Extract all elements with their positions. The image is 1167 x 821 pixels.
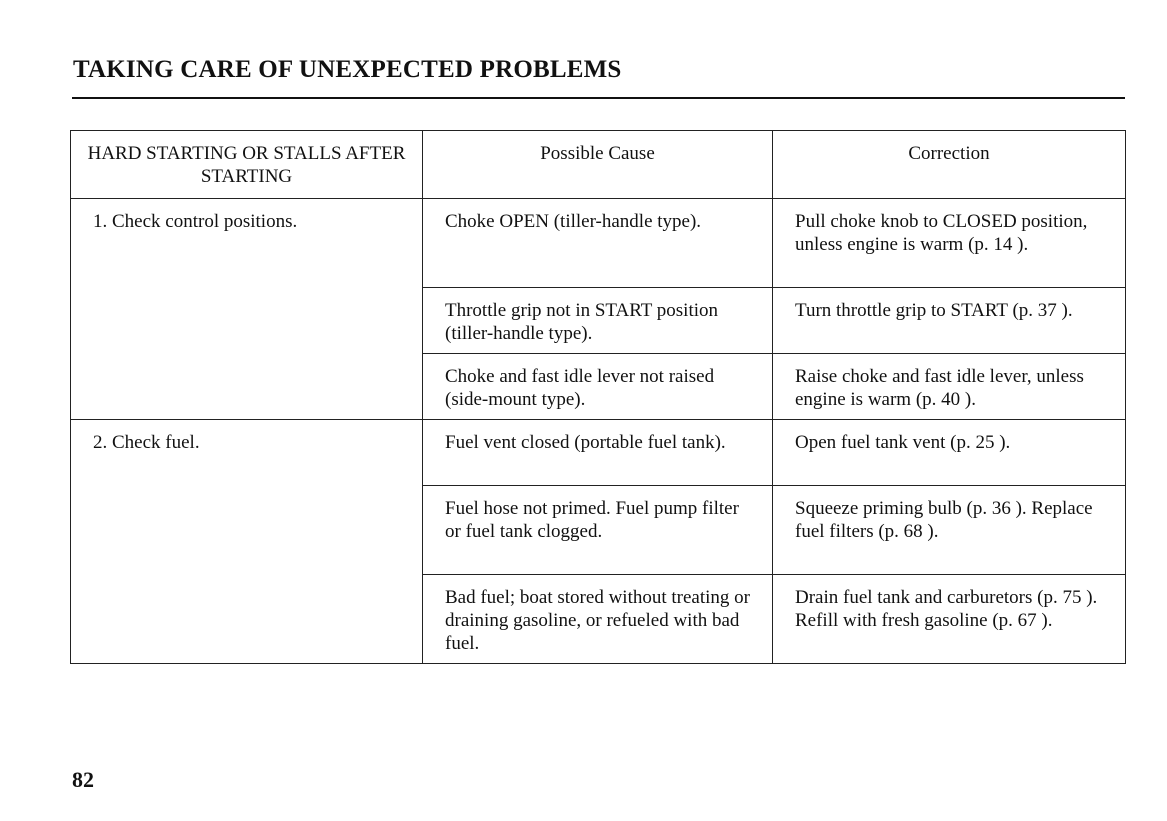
troubleshooting-table [70,130,1126,664]
possible-cause: Bad fuel; boat stored without treating or draining gasoline, or refueled with bad fuel. [423,575,773,664]
possible-cause: Choke OPEN (tiller-handle type). [423,199,773,288]
correction: Open fuel tank vent (p. 25 ). [773,420,1126,486]
page-number: 82 [72,767,94,792]
table-header-row [71,131,1126,199]
possible-cause: Fuel hose not primed. Fuel pump filter or fuel tank clogged. [423,486,773,575]
check-step: 1. Check control positions. [71,199,423,420]
correction: Raise choke and fast idle lever, unless engine is warm (p. 40 ). [773,354,1126,420]
correction: Pull choke knob to CLOSED position, unless engine is warm (p. 14 ). [773,199,1126,288]
correction: Drain fuel tank and carburetors (p. 75 ). Refill with fresh gasoline (p. 67 ). [773,575,1126,664]
correction: Squeeze priming bulb (p. 36 ). Replace fuel filters (p. 68 ). [773,486,1126,575]
possible-cause: Fuel vent closed (portable fuel tank). [423,420,773,486]
check-step: 2. Check fuel. [71,420,423,664]
possible-cause: Throttle grip not in START position (tiller-handle type). [423,288,773,354]
symptom-header: HARD STARTING OR STALLS AFTER STARTING [71,131,423,199]
possible-cause: Choke and fast idle lever not raised (side-mount type). [423,354,773,420]
title-rule [72,97,1125,99]
table-row [71,199,1126,288]
correction: Turn throttle grip to START (p. 37 ). [773,288,1126,354]
correction-header: Correction [773,131,1126,199]
page-title: TAKING CARE OF UNEXPECTED PROBLEMS [73,56,622,83]
cause-header: Possible Cause [423,131,773,199]
table-row [71,420,1126,486]
